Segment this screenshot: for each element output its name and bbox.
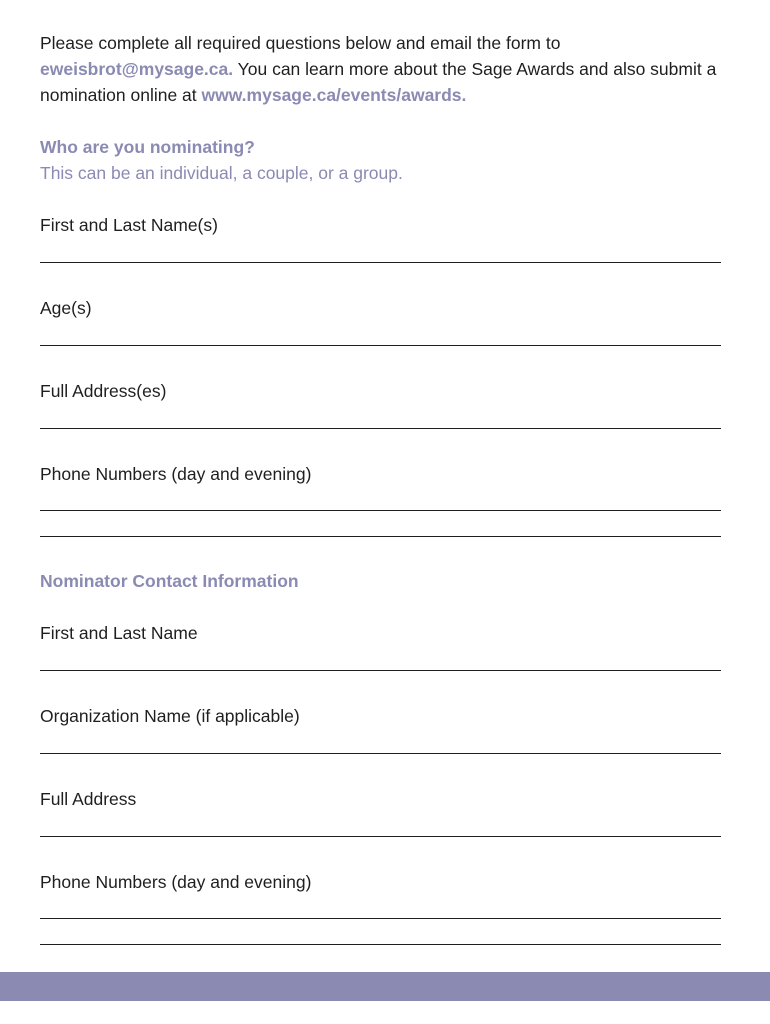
intro-paragraph	[40, 30, 721, 108]
nominee-phone-label: Phone Numbers (day and evening)	[40, 464, 312, 484]
nominator-organization-label: Organization Name (if applicable)	[40, 706, 300, 726]
nominator-section-heading: Nominator Contact Information	[40, 571, 299, 591]
nominee-section-subheading: This can be an individual, a couple, or a group.	[40, 163, 403, 183]
nominator-name-label: First and Last Name	[40, 623, 198, 643]
nomination-form-page	[40, 30, 721, 945]
nominee-age-label: Age(s)	[40, 298, 92, 318]
email-link[interactable]: eweisbrot@mysage.ca.	[40, 59, 234, 79]
nominator-phone-line-2[interactable]	[40, 944, 721, 945]
website-link[interactable]: www.mysage.ca/events/awards.	[201, 85, 467, 105]
footer-band	[0, 972, 770, 1001]
nominee-section-heading: Who are you nominating?	[40, 137, 255, 157]
nominee-name-label: First and Last Name(s)	[40, 215, 218, 235]
intro-text-1: Please complete all required questions below and email the form to	[40, 33, 561, 53]
nominee-address-label: Full Address(es)	[40, 381, 167, 401]
nominator-phone-label: Phone Numbers (day and evening)	[40, 872, 312, 892]
intro-text-2: You can learn more about the Sage Awards and also submit a nomination online at	[40, 59, 717, 105]
nominator-address-label: Full Address	[40, 789, 137, 809]
